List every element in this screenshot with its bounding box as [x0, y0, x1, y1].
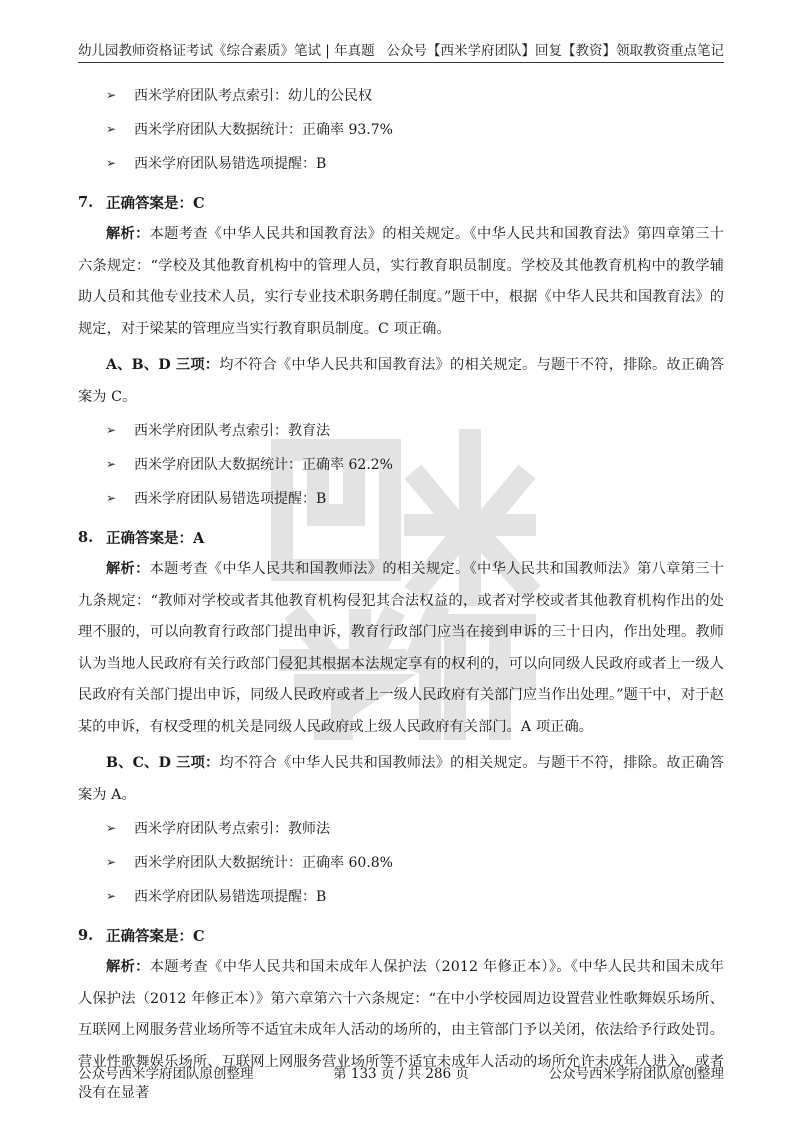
answer-heading: 9. 正确答案是：C [78, 926, 205, 945]
header-right-note: 公众号【西米学府团队】回复【教资】领取教资重点笔记 [386, 43, 724, 59]
header-left-title: 幼儿园教师资格证考试《综合素质》笔试 | 年真题 [78, 43, 375, 59]
bullet-item: ➢ 西米学府团队考点索引：教育法 [106, 423, 330, 439]
bullet-item: ➢ 西米学府团队易错选项提醒：B [106, 889, 327, 905]
page-content [78, 78, 724, 1110]
bullet-item: ➢ 西米学府团队考点索引：教师法 [106, 821, 330, 837]
arrow-bullet-icon: ➢ [106, 88, 117, 102]
answer-heading: 7. 正确答案是：C [78, 193, 205, 212]
analysis-paragraph: 解析：本题考查《中华人民共和国教育法》的相关规定。《中华人民共和国教育法》第四章第三十六条规定：“学校及其他教育机构中的管理人员，实行教育职员制度。学校及其他教育机构中的教学辅助人员和其他专业技术人员，实行专业技术职务聘任制度。”题干中，根据《中华人民共和国教育法》的规定，对于梁某的管理应当实行教育职员制度。C 项正确。 [78, 226, 724, 337]
bullet-item: ➢ 西米学府团队易错选项提醒：B [106, 156, 327, 172]
analysis-paragraph: A、B、D 三项：均不符合《中华人民共和国教育法》的相关规定。与题干不符，排除。故正确答案为 C。 [78, 357, 724, 405]
arrow-bullet-icon: ➢ [106, 122, 117, 136]
watermark-label: 西米学府 [403, 738, 407, 739]
arrow-bullet-icon: ➢ [106, 423, 117, 437]
bullet-item: ➢ 西米学府团队大数据统计：正确率 62.2% [106, 457, 393, 473]
analysis-paragraph: 解析：本题考查《中华人民共和国未成年人保护法（2012 年修正本）》。《中华人民共和国未成年人保护法（2012 年修正本）》第六章第六十六条规定：“在中小学校园周边设置营业性歌舞娱乐场所、互联网上网服务营业场所等不适宜未成年人活动的场所的，由主管部门予以关闭，依法给予行政处罚。营业性歌舞娱乐场所、互联网上网服务营业场所等不适宜未成年人活动的场所允许未成年人进入，或者没有在显著 [78, 959, 724, 1101]
bullet-item: ➢ 西米学府团队大数据统计：正确率 60.8% [106, 855, 393, 871]
bullet-item: ➢ 西米学府团队易错选项提醒：B [106, 491, 327, 507]
arrow-bullet-icon: ➢ [106, 889, 117, 903]
bullet-item: ➢ 西米学府团队考点索引：幼儿的公民权 [106, 88, 372, 104]
analysis-paragraph: 解析：本题考查《中华人民共和国教师法》的相关规定。《中华人民共和国教师法》第八章第三十九条规定：“教师对学校或者其他教育机构侵犯其合法权益的，或者对学校或者其他教育机构作出的处理不服的，可以向教育行政部门提出申诉，教育行政部门应当在接到申诉的三十日内，作出处理。教师认为当地人民政府有关行政部门侵犯其根据本法规定享有的权利的，可以向同级人民政府或者上一级人民政府有关部门提出申诉，同级人民政府或者上一级人民政府有关部门应当作出处理。”题干中，对于赵某的申诉，有权受理的机关是同级人民政府或上级人民政府有关部门。A 项正确。 [78, 561, 724, 735]
page-footer [78, 1062, 724, 1082]
arrow-bullet-icon: ➢ [106, 855, 117, 869]
bullet-item: ➢ 西米学府团队大数据统计：正确率 93.7% [106, 122, 393, 138]
footer-left-credit: 公众号西米学府团队原创整理 [78, 1066, 254, 1082]
arrow-bullet-icon: ➢ [106, 491, 117, 505]
answer-heading: 8. 正确答案是：A [78, 528, 205, 547]
page-number: 第 133 页 / 共 286 页 [333, 1066, 469, 1082]
arrow-bullet-icon: ➢ [106, 821, 117, 835]
analysis-paragraph: B、C、D 三项：均不符合《中华人民共和国教师法》的相关规定。与题干不符，排除。故正确答案为 A。 [78, 755, 724, 803]
arrow-bullet-icon: ➢ [106, 156, 117, 170]
arrow-bullet-icon: ➢ [106, 457, 117, 471]
page-header [78, 38, 724, 63]
footer-right-credit: 公众号西米学府团队原创整理 [548, 1066, 724, 1082]
